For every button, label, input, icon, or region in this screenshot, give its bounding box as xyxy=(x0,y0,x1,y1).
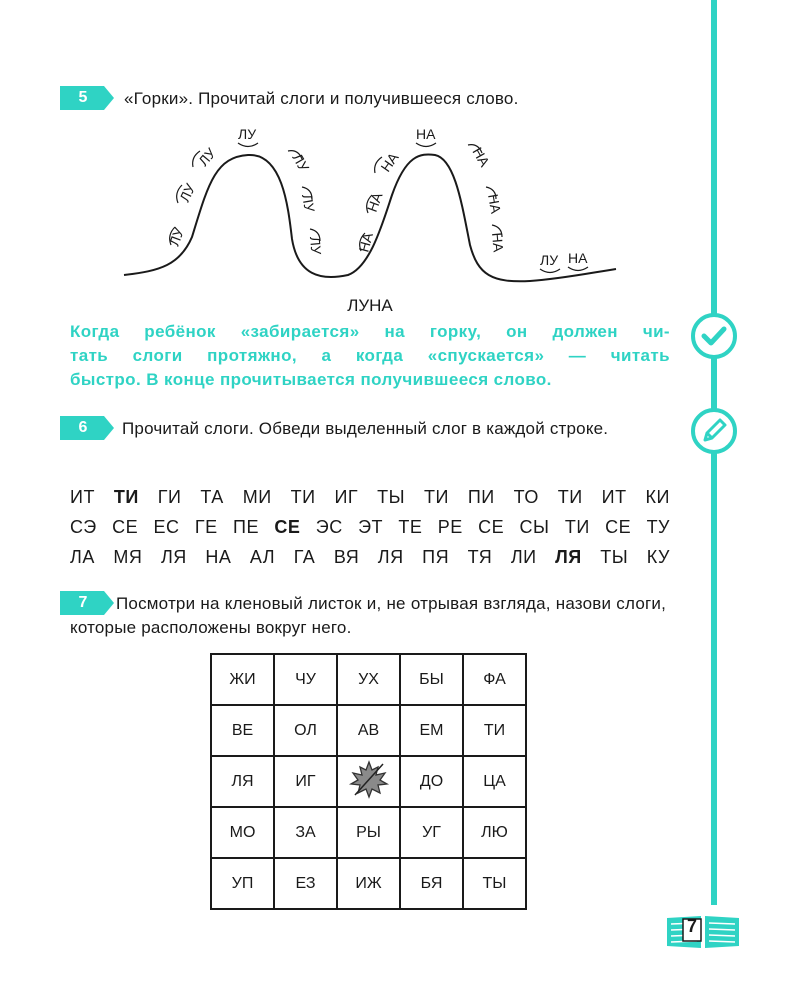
slides-diagram xyxy=(120,115,620,290)
open-book-icon xyxy=(663,912,743,952)
grid-cell: АВ xyxy=(337,705,400,756)
grid-cell: ЕЗ xyxy=(274,858,337,909)
syllable-grid xyxy=(210,653,527,910)
syllable: СЫ xyxy=(519,517,550,537)
syllable: КУ xyxy=(646,547,670,567)
syllable: ИТ xyxy=(70,487,95,507)
task-number: 7 xyxy=(78,594,88,611)
syllable: ТИ xyxy=(290,487,316,507)
answer-word: ЛУНА xyxy=(347,296,393,315)
syllable: ТА xyxy=(200,487,224,507)
page-number: 7 xyxy=(686,916,697,936)
syllable: ВЯ xyxy=(333,547,360,567)
syllable: СЭ xyxy=(70,517,97,537)
highlighted-syllable: СЕ xyxy=(274,517,301,537)
syllable: СЕ xyxy=(112,517,139,537)
hint-line: тать слоги протяжно, а когда «спускается» — читать xyxy=(70,346,670,365)
syllable: ТИ xyxy=(564,517,590,537)
syllable: ЛЯ xyxy=(377,547,404,567)
grid-cell: РЫ xyxy=(337,807,400,858)
grid-cell: ОЛ xyxy=(274,705,337,756)
grid-cell: ЛЯ xyxy=(211,756,274,807)
grid-cell: БЯ xyxy=(400,858,463,909)
grid-cell: ЛЮ xyxy=(463,807,526,858)
slide-syllable: ЛУ xyxy=(307,235,325,256)
grid-row xyxy=(211,807,526,858)
syllable: РЕ xyxy=(437,517,463,537)
syllable: ТИ xyxy=(423,487,449,507)
syllable: НА xyxy=(205,547,232,567)
task-instruction: Прочитай слоги. Обведи выделенный слог в каждой строке. xyxy=(122,419,609,438)
slide-syllable: ЛУ xyxy=(299,192,318,214)
grid-cell: ЧУ xyxy=(274,654,337,705)
highlighted-syllable: ТИ xyxy=(113,487,139,507)
grid-cell: ИЖ xyxy=(337,858,400,909)
slide-syllable: НА xyxy=(416,126,436,142)
syllable-row xyxy=(70,542,670,572)
grid-row xyxy=(211,858,526,909)
grid-cell: ТИ xyxy=(463,705,526,756)
checkmark-icon xyxy=(690,312,738,360)
syllable: ЛИ xyxy=(510,547,537,567)
grid-cell: ЦА xyxy=(463,756,526,807)
slide-syllable: НА xyxy=(469,144,493,170)
slide-syllable: НА xyxy=(568,250,588,266)
syllable: ТЯ xyxy=(467,547,493,567)
syllable: КИ xyxy=(645,487,670,507)
syllable: ТИ xyxy=(557,487,583,507)
syllable: МИ xyxy=(242,487,272,507)
slide-syllable: ЛУ xyxy=(176,181,199,205)
syllable: ЭТ xyxy=(358,517,383,537)
syllable: ТЕ xyxy=(398,517,423,537)
grid-cell: УГ xyxy=(400,807,463,858)
syllable: ЛА xyxy=(70,547,95,567)
syllable: ГЕ xyxy=(194,517,218,537)
task-instruction: «Горки». Прочитай слоги и получившееся слово. xyxy=(124,89,519,108)
syllable: ПИ xyxy=(467,487,495,507)
syllable: ЛЯ xyxy=(160,547,187,567)
grid-cell: УП xyxy=(211,858,274,909)
parent-hint xyxy=(70,320,670,392)
syllable: ГИ xyxy=(157,487,182,507)
syllable: ЕС xyxy=(153,517,180,537)
syllable: МЯ xyxy=(113,547,143,567)
syllable: ЭС xyxy=(315,517,343,537)
slide-syllable: НА xyxy=(363,190,386,215)
syllable: ТЫ xyxy=(600,547,629,567)
grid-cell: ВЕ xyxy=(211,705,274,756)
grid-row xyxy=(211,705,526,756)
task-number-badge xyxy=(60,86,114,110)
pencil-icon xyxy=(690,407,738,455)
maple-leaf-icon xyxy=(337,756,400,807)
task-number: 5 xyxy=(78,89,88,106)
syllable: ГА xyxy=(293,547,316,567)
grid-cell: ИГ xyxy=(274,756,337,807)
syllable: ИГ xyxy=(334,487,359,507)
task-instruction: Посмотри на кленовый листок и, не отрывая взгляда, назови слоги, которые расположены вокруг него. xyxy=(70,594,666,637)
syllable: ПЯ xyxy=(422,547,450,567)
slide-syllable: ЛУ xyxy=(165,225,188,249)
syllable: ПЕ xyxy=(233,517,259,537)
syllable-row xyxy=(70,512,670,542)
syllable: СЕ xyxy=(478,517,505,537)
syllable: ТО xyxy=(513,487,539,507)
grid-cell: ФА xyxy=(463,654,526,705)
slide-syllable: ЛУ xyxy=(195,144,219,169)
highlighted-syllable: ЛЯ xyxy=(555,547,582,567)
syllable: СЕ xyxy=(605,517,632,537)
grid-row xyxy=(211,654,526,705)
slide-syllable: НА xyxy=(377,149,402,175)
grid-cell: МО xyxy=(211,807,274,858)
syllable: АЛ xyxy=(249,547,276,567)
syllable: ТУ xyxy=(646,517,670,537)
slide-syllable: ЛУ xyxy=(289,150,313,175)
hint-line: Когда ребёнок «забирается» на горку, он должен чи- xyxy=(70,322,670,341)
grid-cell: ДО xyxy=(400,756,463,807)
slide-syllable: ЛУ xyxy=(238,126,257,142)
grid-row xyxy=(211,756,526,807)
grid-cell: ЖИ xyxy=(211,654,274,705)
slide-syllable: НА xyxy=(489,231,507,253)
grid-cell: ЗА xyxy=(274,807,337,858)
slide-syllable: НА xyxy=(355,230,376,254)
syllable-rows xyxy=(70,482,670,572)
syllable-row xyxy=(70,482,670,512)
grid-cell: УХ xyxy=(337,654,400,705)
syllable: ТЫ xyxy=(377,487,406,507)
grid-cell: ТЫ xyxy=(463,858,526,909)
syllable: ИТ xyxy=(601,487,627,507)
task-number: 6 xyxy=(78,419,88,436)
slide-syllable: НА xyxy=(485,192,505,215)
hint-line: быстро. В конце прочитывается получившееся слово. xyxy=(70,370,552,389)
grid-cell: ЕМ xyxy=(400,705,463,756)
grid-cell: БЫ xyxy=(400,654,463,705)
slide-syllable: ЛУ xyxy=(540,252,559,268)
